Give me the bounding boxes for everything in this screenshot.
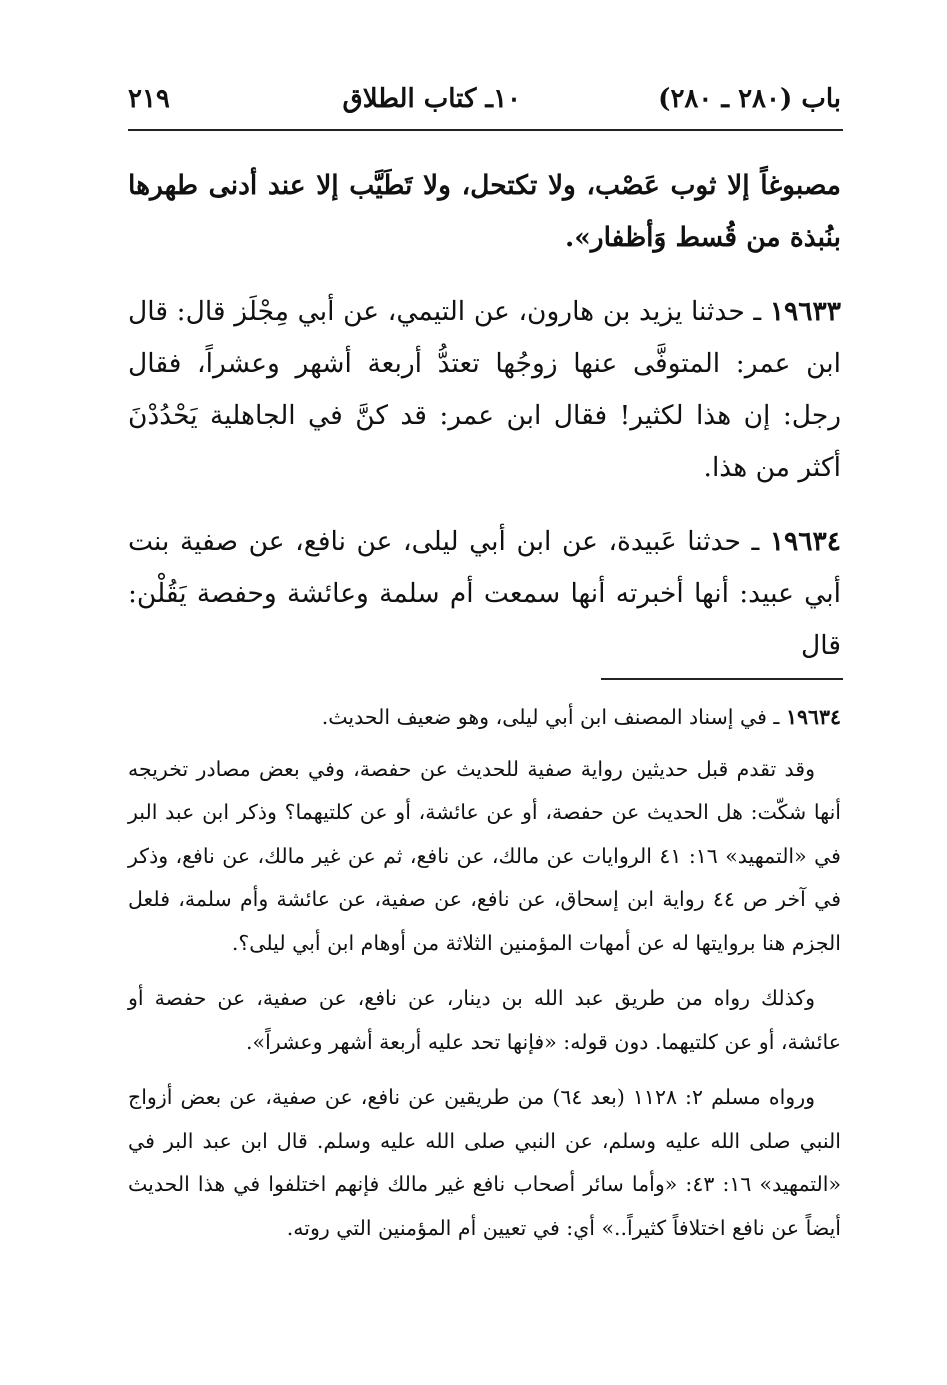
footnote-intro-text: ـ في إسناد المصنف ابن أبي ليلى، وهو ضعيف الحديث.	[321, 705, 786, 729]
hadith-number: ١٩٦٣٤	[769, 526, 841, 557]
chapter-heading: باب (٢٨٠ ـ ٢٨٠)	[658, 84, 841, 114]
continued-hadith-text: مصبوغاً إلا ثوب عَصْب، ولا تكتحل، ولا تَطَيَّب إلا عند أدنى طهرها بنُبذة من قُسط وَأظفار».	[128, 170, 841, 253]
book-title: ١٠ـ كتاب الطلاق	[342, 84, 521, 114]
hadith-19634	[128, 516, 841, 672]
hadith-19633	[128, 286, 841, 494]
footnotes	[128, 696, 841, 1262]
footnote-intro	[128, 696, 841, 740]
header-divider	[128, 129, 843, 131]
footnote-number: ١٩٦٣٤	[785, 705, 841, 729]
footnote-divider	[601, 678, 843, 680]
hadith-text: ـ حدثنا عَبيدة، عن ابن أبي ليلى، عن نافع، عن صفية بنت أبي عبيد: أنها أخبرته أنها سمعت أم سلمة وعائشة وحفصة يَقُلْن: قال	[128, 526, 841, 661]
footnote-paragraph-3: ورواه مسلم ٢: ١١٢٨ (بعد ٦٤) من طريقين عن نافع، عن صفية، عن بعض أزواج النبي صلى الله عليه وسلم، عن النبي صلى الله عليه وسلم. قال ابن عبد البر في «التمهيد» ١٦: ٤٣: «وأما سائر أصحاب نافع غير مالك فإنهم اختلفوا في هذا الحديث أيضاً عن نافع اختلافاً كثيراً..» أي: في تعيين أم المؤمنين التي روته.	[128, 1085, 841, 1240]
main-text	[128, 160, 841, 694]
footnote-paragraph-2: وكذلك رواه من طريق عبد الله بن دينار، عن نافع، عن صفية، عن حفصة أو عائشة، أو عن كلتيهما. دون قوله: «فإنها تحد عليه أربعة أشهر وعشراً».	[128, 986, 841, 1054]
hadith-number: ١٩٦٣٣	[769, 296, 841, 327]
page-number: ٢١٩	[128, 84, 170, 114]
hadith-text: ـ حدثنا يزيد بن هارون، عن التيمي، عن أبي مِجْلَز قال: قال ابن عمر: المتوفَّى عنها زوجُها تعتدُّ أربعة أشهر وعشراً، فقال رجل: إن هذا لكثير! فقال ابن عمر: قد كنَّ في الجاهلية يَحْدُدْنَ أكثر من هذا.	[128, 296, 841, 483]
footnote-paragraph-1: وقد تقدم قبل حديثين رواية صفية للحديث عن حفصة، وفي بعض مصادر تخريجه أنها شكّت: هل الحديث عن حفصة، أو عن عائشة، أو عن كلتيهما؟ وذكر ابن عبد البر في «التمهيد» ١٦: ٤١ الروايات عن مالك، عن نافع، ثم عن غير مالك، عن نافع، وذكر في آخر ص ٤٤ رواية ابن إسحاق، عن نافع، عن صفية، عن عائشة وأم سلمة، فلعل الجزم هنا بروايتها له عن أمهات المؤمنين الثلاثة من أوهام ابن أبي ليلى؟.	[128, 756, 841, 955]
running-header	[128, 84, 841, 124]
